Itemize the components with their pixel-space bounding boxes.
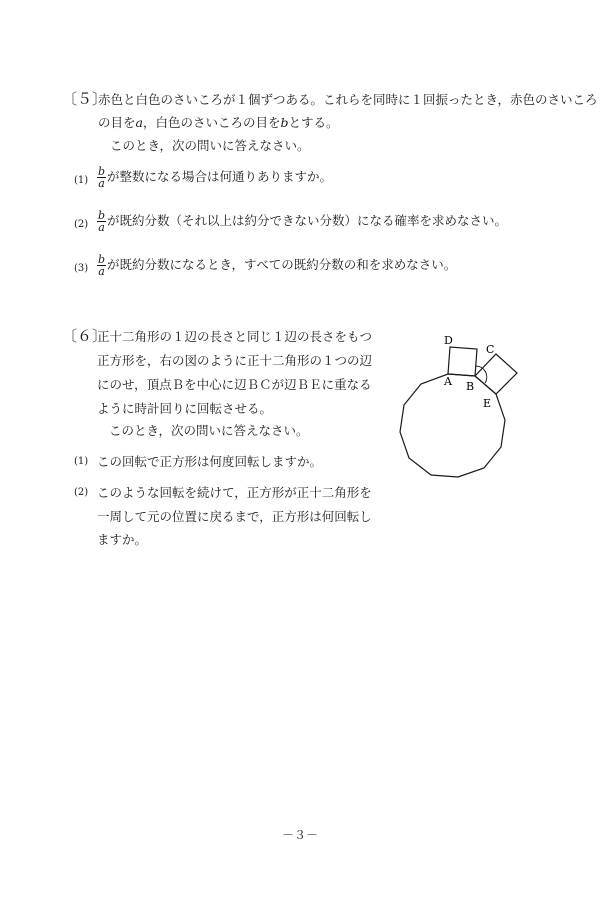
s6-q2-line2: 一周して元の位置に戻るまで，正方形は何回転し <box>97 509 372 524</box>
s6-q1-text: この回転で正方形は何度回転しますか。 <box>97 454 323 469</box>
s5-q1-text: が整数になる場合は何通りありますか。 <box>107 169 333 184</box>
section5-number: 〔５〕 <box>62 90 108 108</box>
fraction-b-over-a <box>97 210 106 233</box>
label-E: E <box>483 397 492 410</box>
section5-intro-line3: このとき，次の問いに答えなさい。 <box>110 138 310 153</box>
section6-number: 〔６〕 <box>62 327 108 345</box>
fraction-numerator: b <box>98 209 106 222</box>
section5-intro-line1: 赤色と白色のさいころが１個ずつある。これらを同時に１回振ったとき，赤色のさいころ <box>98 92 598 107</box>
label-A: A <box>444 375 452 388</box>
dodecagon-figure <box>380 320 530 490</box>
fraction-denominator: a <box>98 265 105 278</box>
square-rotated <box>475 354 517 394</box>
dodecagon <box>400 374 505 477</box>
section6-intro-line5: このとき，次の問いに答えなさい。 <box>109 423 309 438</box>
s6-q1-label: (1) <box>74 456 89 467</box>
section6-intro-line4: ように時計回りに回転させる。 <box>97 401 273 416</box>
s5-q3-label: (3) <box>74 263 89 274</box>
s6-q2-label: (2) <box>74 487 89 498</box>
fraction-denominator: a <box>98 221 105 234</box>
page-number: －３－ <box>282 828 319 842</box>
label-D: D <box>444 334 453 347</box>
intro-text-b: ，白色のさいころの目を <box>142 115 281 130</box>
section5-intro-line2 <box>98 114 339 132</box>
label-C: C <box>486 343 495 356</box>
section6-intro-line1: 正十二角形の１辺の長さと同じ１辺の長さをもつ <box>97 329 373 344</box>
fraction-numerator: b <box>98 253 106 266</box>
s5-q2 <box>97 210 507 233</box>
s5-q1-label: (1) <box>74 175 89 186</box>
label-B: B <box>466 380 475 393</box>
var-b: b <box>280 115 289 130</box>
square-initial <box>448 347 477 376</box>
s5-q3 <box>97 254 456 277</box>
var-a: a <box>135 115 143 130</box>
s5-q3-text: が既約分数になるとき，すべての既約分数の和を求めなさい。 <box>107 257 457 272</box>
s6-q2-line1: このような回転を続けて，正方形が正十二角形を <box>97 485 372 500</box>
s5-q1 <box>97 166 332 189</box>
section6-intro-line3: にのせ，頂点Ｂを中心に辺ＢＣが辺ＢＥに重なる <box>97 377 372 392</box>
fraction-denominator: a <box>98 177 105 190</box>
fraction-b-over-a <box>97 166 106 189</box>
s5-q2-label: (2) <box>74 219 89 230</box>
intro-text-a: の目を <box>98 115 136 130</box>
fraction-b-over-a <box>97 254 106 277</box>
s5-q2-text: が既約分数（それ以上は約分できない分数）になる確率を求めなさい。 <box>107 213 508 228</box>
intro-text-c: とする。 <box>288 115 339 130</box>
fraction-numerator: b <box>98 165 106 178</box>
section6-intro-line2: 正方形を，右の図のように正十二角形の１つの辺 <box>97 353 373 368</box>
s6-q2-line3: ますか。 <box>97 532 148 547</box>
